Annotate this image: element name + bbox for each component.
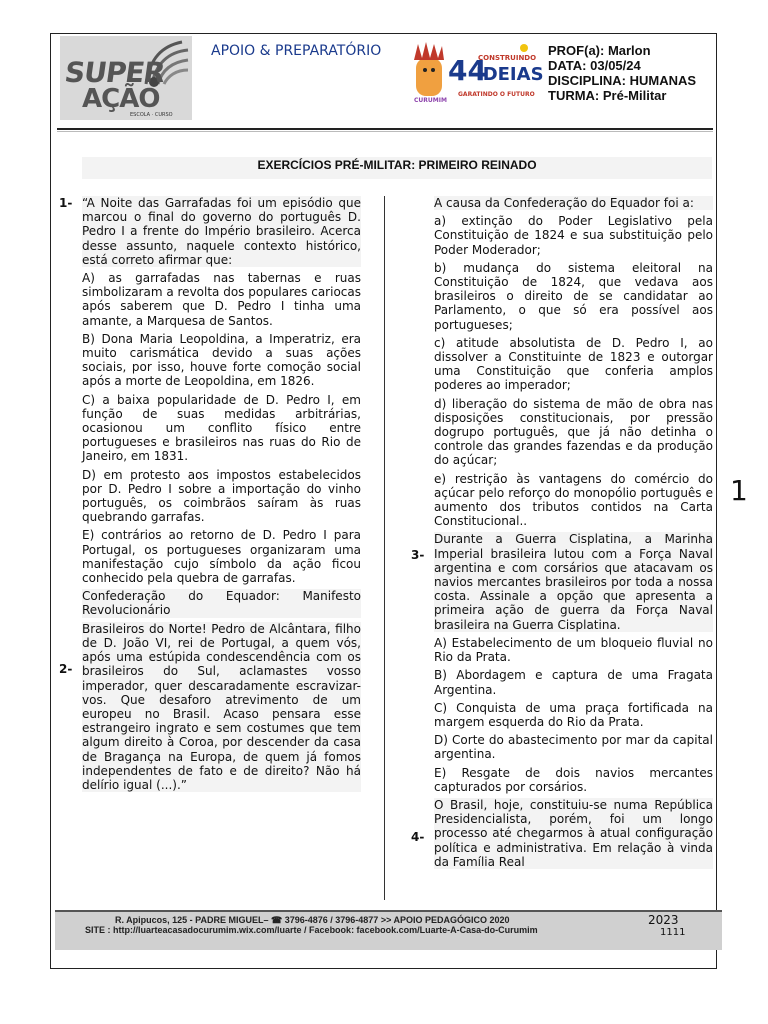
right-column <box>434 196 713 873</box>
logo-slogan: GARATINDO O FUTURO <box>458 91 535 98</box>
document-title <box>82 157 712 179</box>
logo-number-44: 44 <box>448 54 487 87</box>
footer-year: 2023 <box>648 913 679 927</box>
page-number: 1 <box>730 474 748 507</box>
header-title: APOIO & PREPARATÓRIO <box>211 43 382 59</box>
discipline: DISCIPLINA: HUMANAS <box>548 73 697 88</box>
question-1-number: 1- <box>59 196 73 210</box>
question-2-option-d: d) liberação do sistema de mão de obra nas disposições constitucionais, por pressão dogrupo português, que já não detinha o controle das grandes fazendas e da produção do açúcar; <box>434 396 713 468</box>
question-1-option-c: C) a baixa popularidade de D. Pedro I, em função de suas medidas arbitrárias, ocasionou um conflito físico entre portugueses e brasileiros nas ruas do Rio de Janeiro, em 1831. <box>82 392 361 464</box>
question-3-option-c: C) Conquista de uma praça fortificada na margem esquerda do Rio da Prata. <box>434 700 713 729</box>
question-4-stem: O Brasil, hoje, constituiu-se numa República Presidencialista, porém, foi um longo processo até chegarmos à atual configuração política e administrativa. Em relação à vinda da Família Real <box>434 797 713 869</box>
question-3-option-b: B) Abordagem e captura de uma Fragata Argentina. <box>434 668 713 697</box>
header-divider <box>57 128 713 130</box>
question-3-option-a: A) Estabelecimento de um bloqueio fluvial no Rio da Prata. <box>434 635 713 665</box>
left-column <box>82 196 361 796</box>
question-2-number: 2- <box>59 662 73 676</box>
question-1-option-d: D) em protesto aos impostos estabelecidos por D. Pedro I sobre a importação do vinho português, os coimbrãos saíram às ruas quebrando garrafas. <box>82 467 361 525</box>
question-2-option-b: b) mudança do sistema eleitoral na Constituição de 1824, que vedava aos brasileiros o direito de se candidatar ao Parlamento, o que só era possível aos portugueses; <box>434 260 713 332</box>
question-2-heading: Confederação do Equador: Manifesto Revolucionário <box>82 589 361 618</box>
logo-word-super: SUPER <box>62 56 167 89</box>
question-2-stem: A causa da Confederação do Equador foi a: <box>434 196 713 210</box>
question-2-option-a: a) extinção do Poder Legislativo pela Constituição de 1824 e sua substituição pelo Poder Moderador; <box>434 214 713 257</box>
footer-address: R. Apipucos, 125 - PADRE MIGUEL– ☎ 3796-4876 / 3796-4877 >> APOIO PEDAGÓGICO 2020 <box>115 915 510 925</box>
document-title-text: EXERCÍCIOS PRÉ-MILITAR: PRIMEIRO REINADO <box>257 158 537 172</box>
super-acao-logo <box>60 36 192 120</box>
logo-word-acao: AÇÃO <box>82 84 160 114</box>
date: DATA: 03/05/24 <box>548 58 641 73</box>
logo-word-ideias: IDEIAS <box>476 64 544 85</box>
question-3-option-e: E) Resgate de dois navios mercantes capturados por corsários. <box>434 765 713 794</box>
question-1-option-a: A) as garrafadas nas tabernas e ruas simbolizaram a revolta dos populares cariocas após saberem que D. Pedro I tinha uma amante, a Marquesa de Santos. <box>82 271 361 328</box>
question-1-option-e: E) contrários ao retorno de D. Pedro I para Portugal, os portugueses organizaram uma manifestação cujo símbolo da ação ficou conhecido pela quebra de garrafas. <box>82 528 361 586</box>
construindo-ideias-logo <box>412 40 544 104</box>
logo-word-curumim: CURUMIM <box>414 97 447 104</box>
question-2-option-c: c) atitude absolutista de D. Pedro I, ao dissolver a Constituinte de 1823 e outorgar uma Constituição que conferia amplos poderes ao imperador; <box>434 335 713 393</box>
question-3-stem: Durante a Guerra Cisplatina, a Marinha Imperial brasileira lutou com a Força Naval argentina e com corsários que atacavam os navios mercantes brasileiros por toda a nossa costa. Assinale a opção que apresenta a primeira ação de guerra da Força Naval brasileira na Guerra Cisplatina. <box>434 532 713 632</box>
footer <box>55 910 722 950</box>
question-1-option-b: B) Dona Maria Leopoldina, a Imperatriz, era muito carismática devido a suas ações sociais, por isso, houve forte comoção social após a morte de Leopoldina, em 1826. <box>82 331 361 389</box>
column-divider <box>384 196 385 900</box>
question-3-option-d: D) Corte do abastecimento por mar da capital argentina. <box>434 733 713 762</box>
class-name: TURMA: Pré-Militar <box>548 88 667 103</box>
header-info <box>548 43 696 103</box>
question-2-quote: Brasileiros do Norte! Pedro de Alcântara, filho de D. João VI, rei de Portugal, a quem vós, após uma estúpida condescendência com os brasileiros do Sul, aclamastes vosso imperador, quer descaradamente escravizar-vos. Que desaforo atrevimento de um europeu no Brasil. Acaso pensara esse estrangeiro ingrato e sem costumes que tem algum direito à Coroa, por descender da casa de Bragança na Europa, de quem já fomos independentes de fato e de direito? Não há delírio igual (...).” <box>82 621 361 792</box>
footer-site: SITE : http://luarteacasadocurumim.wix.com/luarte / Facebook: facebook.com/Luarte-A-Casa-do-Curumim <box>85 925 538 935</box>
question-1-stem: “A Noite das Garrafadas foi um episódio que marcou o final do governo do português D. Pedro I a frente do Império brasileiro. Acerca desse assunto, naquele contexto histórico, está correto afirmar que: <box>82 196 361 267</box>
header-divider-shadow <box>57 131 713 132</box>
question-4-number: 4- <box>411 830 425 844</box>
teacher-name: PROF(a): Marlon <box>548 43 651 58</box>
logo-subtitle: ESCOLA · CURSO <box>130 112 173 118</box>
logo-word-construindo: CONSTRUINDO <box>478 54 537 62</box>
question-3-number: 3- <box>411 548 425 562</box>
footer-code: 1111 <box>660 927 686 938</box>
question-2-option-e: e) restrição às vantagens do comércio do açúcar pelo reforço do monopólio português e aumento dos tributos contidos na Carta Constitucional.. <box>434 471 713 529</box>
